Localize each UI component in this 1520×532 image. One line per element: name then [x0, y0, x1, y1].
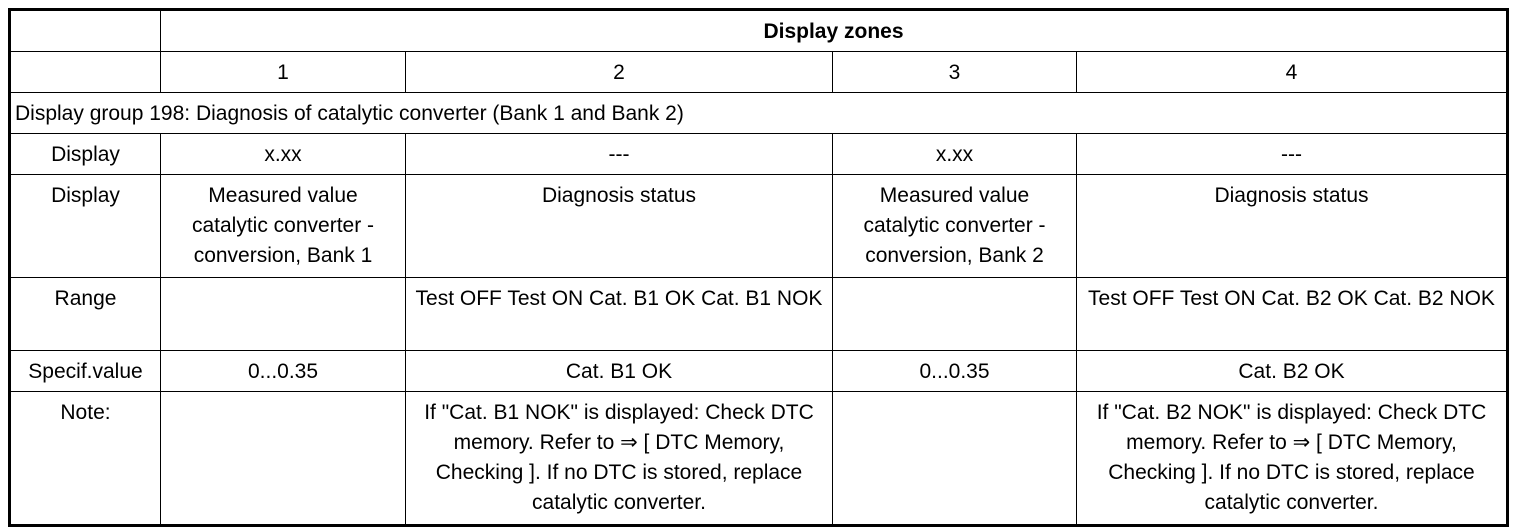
display-zones-table	[8, 8, 1509, 527]
display-description-row	[10, 175, 1508, 278]
zone-1-header: 1	[161, 52, 406, 93]
range-zone-2: Test OFF Test ON Cat. B1 OK Cat. B1 NOK	[406, 278, 833, 351]
header-row	[10, 10, 1508, 52]
display-description-zone-3: Measured value catalytic converter - conversion, Bank 2	[833, 175, 1077, 278]
note-zone-1	[161, 392, 406, 526]
specified-value-zone-2: Cat. B1 OK	[406, 351, 833, 392]
zone-number-row	[10, 52, 1508, 93]
zone-2-header: 2	[406, 52, 833, 93]
range-row	[10, 278, 1508, 351]
zone-3-header: 3	[833, 52, 1077, 93]
note-zone-4: If "Cat. B2 NOK" is displayed: Check DTC memory. Refer to ⇒ [ DTC Memory, Checking ]. If no DTC is stored, replace catalytic converter.	[1077, 392, 1508, 526]
display-description-zone-2: Diagnosis status	[406, 175, 833, 278]
display-value-zone-2: ---	[406, 134, 833, 175]
display-value-zone-1: x.xx	[161, 134, 406, 175]
zone-4-header: 4	[1077, 52, 1508, 93]
display-value-zone-3: x.xx	[833, 134, 1077, 175]
specified-value-zone-3: 0...0.35	[833, 351, 1077, 392]
row-label-specified-value: Specif.value	[10, 351, 161, 392]
specified-value-zone-4: Cat. B2 OK	[1077, 351, 1508, 392]
range-zone-3	[833, 278, 1077, 351]
display-description-zone-1: Measured value catalytic converter - conversion, Bank 1	[161, 175, 406, 278]
display-value-zone-4: ---	[1077, 134, 1508, 175]
row-label-note: Note:	[10, 392, 161, 526]
display-description-zone-4: Diagnosis status	[1077, 175, 1508, 278]
note-zone-2: If "Cat. B1 NOK" is displayed: Check DTC memory. Refer to ⇒ [ DTC Memory, Checking ]. If no DTC is stored, replace catalytic converter.	[406, 392, 833, 526]
specified-value-row	[10, 351, 1508, 392]
row-label-range: Range	[10, 278, 161, 351]
row-label-display: Display	[10, 134, 161, 175]
display-zones-header: Display zones	[161, 10, 1508, 52]
note-row	[10, 392, 1508, 526]
zone-corner-cell	[10, 52, 161, 93]
range-zone-1	[161, 278, 406, 351]
display-group-title: Display group 198: Diagnosis of catalytic converter (Bank 1 and Bank 2)	[10, 93, 1508, 134]
row-label-display-description: Display	[10, 175, 161, 278]
specified-value-zone-1: 0...0.35	[161, 351, 406, 392]
display-value-row	[10, 134, 1508, 175]
note-zone-3	[833, 392, 1077, 526]
range-zone-4: Test OFF Test ON Cat. B2 OK Cat. B2 NOK	[1077, 278, 1508, 351]
corner-cell	[10, 10, 161, 52]
display-group-row	[10, 93, 1508, 134]
